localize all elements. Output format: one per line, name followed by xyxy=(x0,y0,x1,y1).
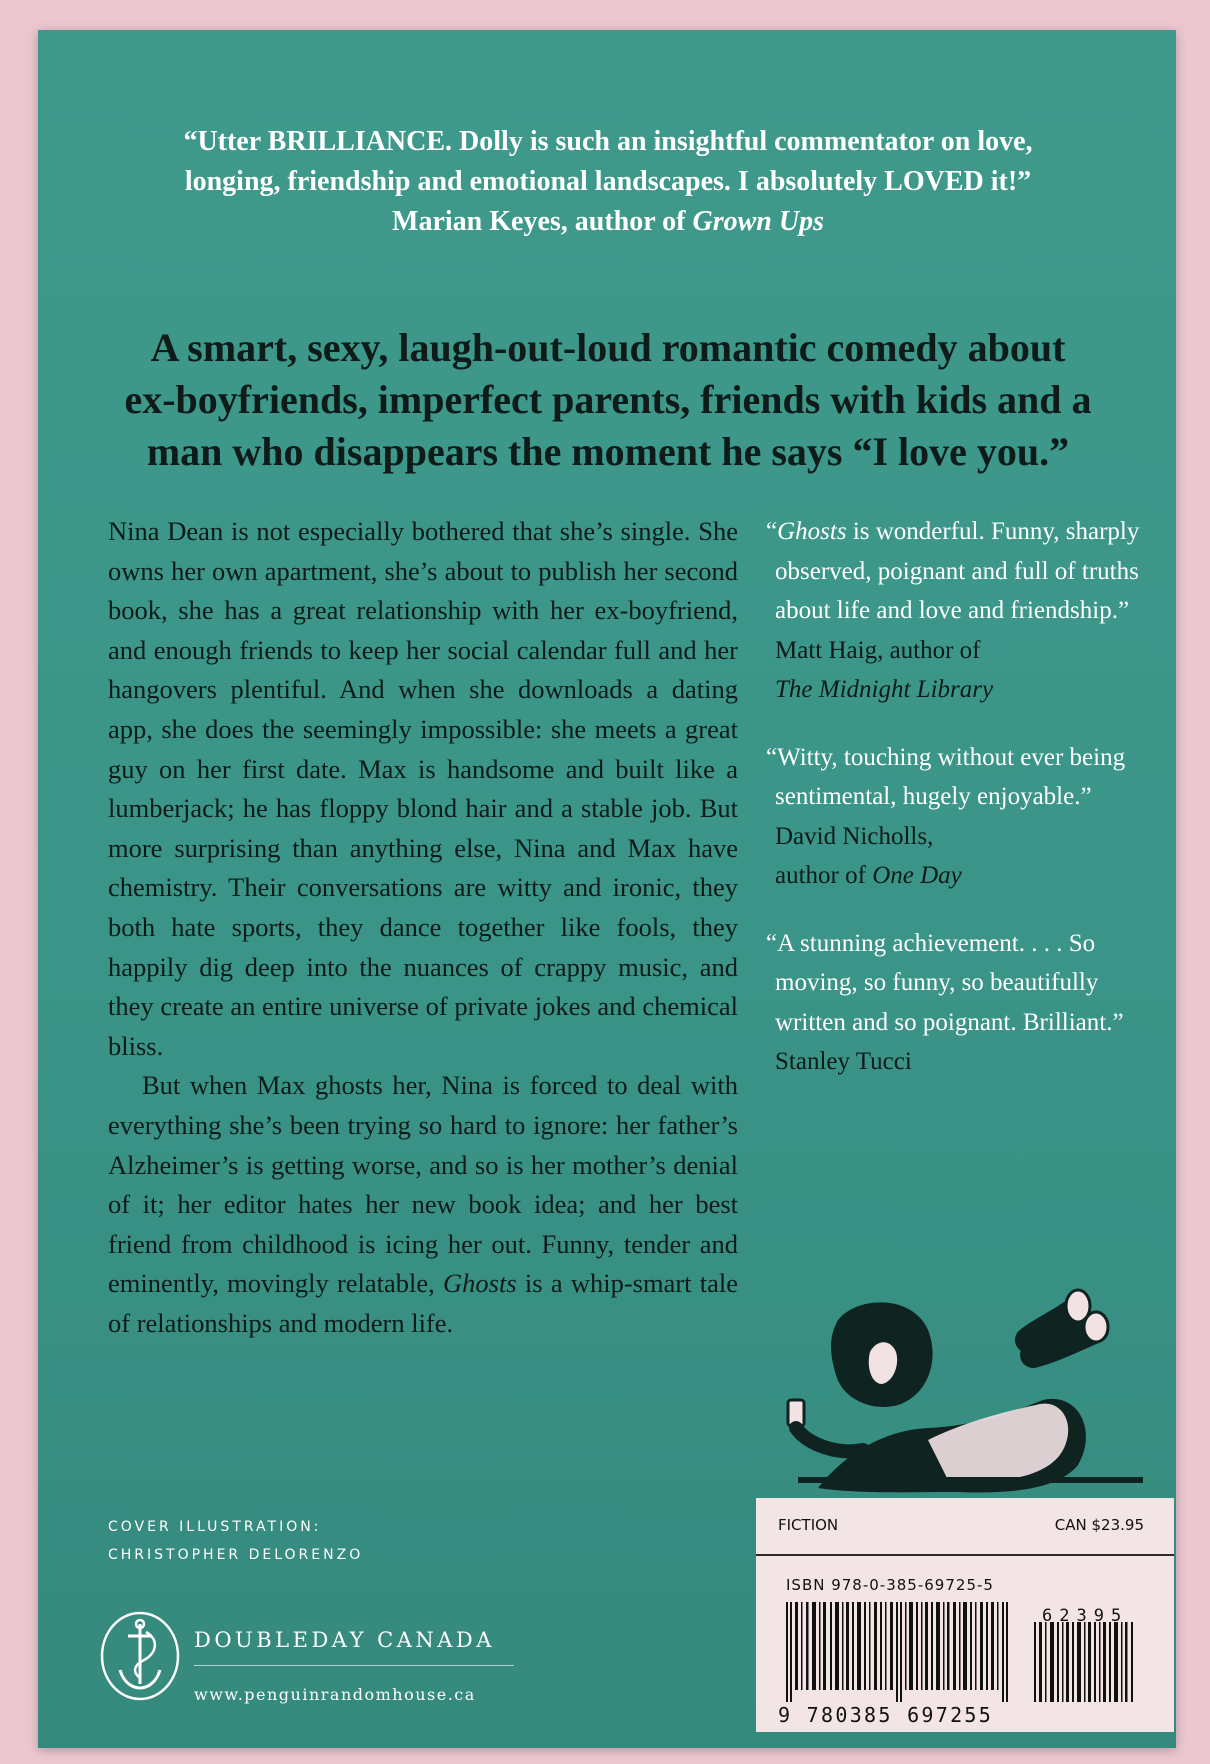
headline-line-1: A smart, sexy, laugh-out-loud romantic comedy about xyxy=(150,325,1066,370)
price-label: CAN $23.95 xyxy=(1054,1516,1144,1534)
blurb-quote: “A stunning achievement. . . . So moving, so funny, so beautifully written and so poignant. Brilliant.” xyxy=(766,929,1124,1036)
barcode-digits: 9 780385 697255 xyxy=(778,1703,994,1727)
publisher-url: www.penguinrandomhouse.ca xyxy=(194,1685,476,1704)
panel-divider xyxy=(756,1554,1174,1556)
blurb-source: Stanley Tucci xyxy=(775,1048,912,1075)
credit-line-2: CHRISTOPHER DELORENZO xyxy=(108,1547,364,1563)
cover-illustration-credit xyxy=(108,1513,508,1569)
barcode-panel xyxy=(756,1498,1174,1732)
headline-line-2: ex-boyfriends, imperfect parents, friends with kids and a xyxy=(124,377,1092,422)
genre-label: FICTION xyxy=(778,1516,839,1534)
blurb-source: Matt Haig, author of xyxy=(775,636,981,664)
top-quote-line-2: longing, friendship and emotional landscapes. I absolutely LOVED it!” xyxy=(184,166,1032,197)
blurb-quote: “Witty, touching without ever being sentimental, hugely enjoyable.” xyxy=(766,743,1126,810)
blurb-matt-haig xyxy=(766,512,1146,710)
woman-reading-phone-illustration xyxy=(778,1280,1148,1510)
blurb-source: David Nicholls, xyxy=(775,822,934,850)
barcode-addon-digits: 62395 xyxy=(1042,1606,1129,1626)
description-paragraph-2: But when Max ghosts her, Nina is forced to deal with everything she’s been trying so hard to ignore: her father’s Alzheimer’s is getting worse, and so is her mother’s denial of it; her editor hates her new book idea; and her best friend from childhood is icing her out. Funny, tender and eminently, movingly relatable, Ghosts is a whip-smart tale of relationships and modern life. xyxy=(108,1070,739,1338)
book-back-cover xyxy=(38,30,1176,1748)
top-review-quote xyxy=(138,122,1078,242)
blurb-quote: “Ghosts is wonderful. Funny, sharply observed, poignant and full of truths about life and love and friendship.” xyxy=(766,518,1140,624)
headline-line-3: man who disappears the moment he says “I love you.” xyxy=(146,429,1070,474)
review-blurbs xyxy=(766,512,1146,1110)
publisher-name: DOUBLEDAY CANADA xyxy=(194,1628,495,1652)
credit-line-1: COVER ILLUSTRATION: xyxy=(108,1519,322,1535)
top-quote-attribution: Marian Keyes, author of Grown Ups xyxy=(392,206,824,237)
tagline-headline xyxy=(108,322,1108,478)
top-quote-book-title: Grown Ups xyxy=(692,206,824,237)
doubleday-anchor-logo-icon xyxy=(98,1610,182,1702)
description-paragraph-1: Nina Dean is not especially bothered that she’s single. She owns her own apartment, she’s about to publish her second book, she has a great relationship with her ex-boyfriend, and enough friends to keep her social calendar full and her hangovers plentiful. And when she downloads a dating app, she does the seemingly impossible: she meets a great guy on her first date. Max is handsome and built like a lumberjack; he has floppy blond hair and a stable job. But more surprising than anything else, Nina and Max have chemistry. Their conversations are witty and ironic, they both hate sports, they dance together like fools, they happily dig deep into the nuances of crappy music, and they create an entire universe of private jokes and chemical bliss. xyxy=(108,516,738,1061)
blurb-source-title: The Midnight Library xyxy=(775,676,994,703)
blurb-david-nicholls xyxy=(766,738,1146,896)
book-description xyxy=(108,512,738,1343)
blurb-source-title: author of One Day xyxy=(775,862,962,889)
blurb-stanley-tucci xyxy=(766,924,1146,1082)
description-book-title: Ghosts xyxy=(443,1268,517,1299)
publisher-divider xyxy=(194,1665,514,1666)
isbn-label: ISBN 978-0-385-69725-5 xyxy=(786,1576,994,1594)
top-quote-line-1: “Utter BRILLIANCE. Dolly is such an insightful commentator on love, xyxy=(183,126,1033,157)
